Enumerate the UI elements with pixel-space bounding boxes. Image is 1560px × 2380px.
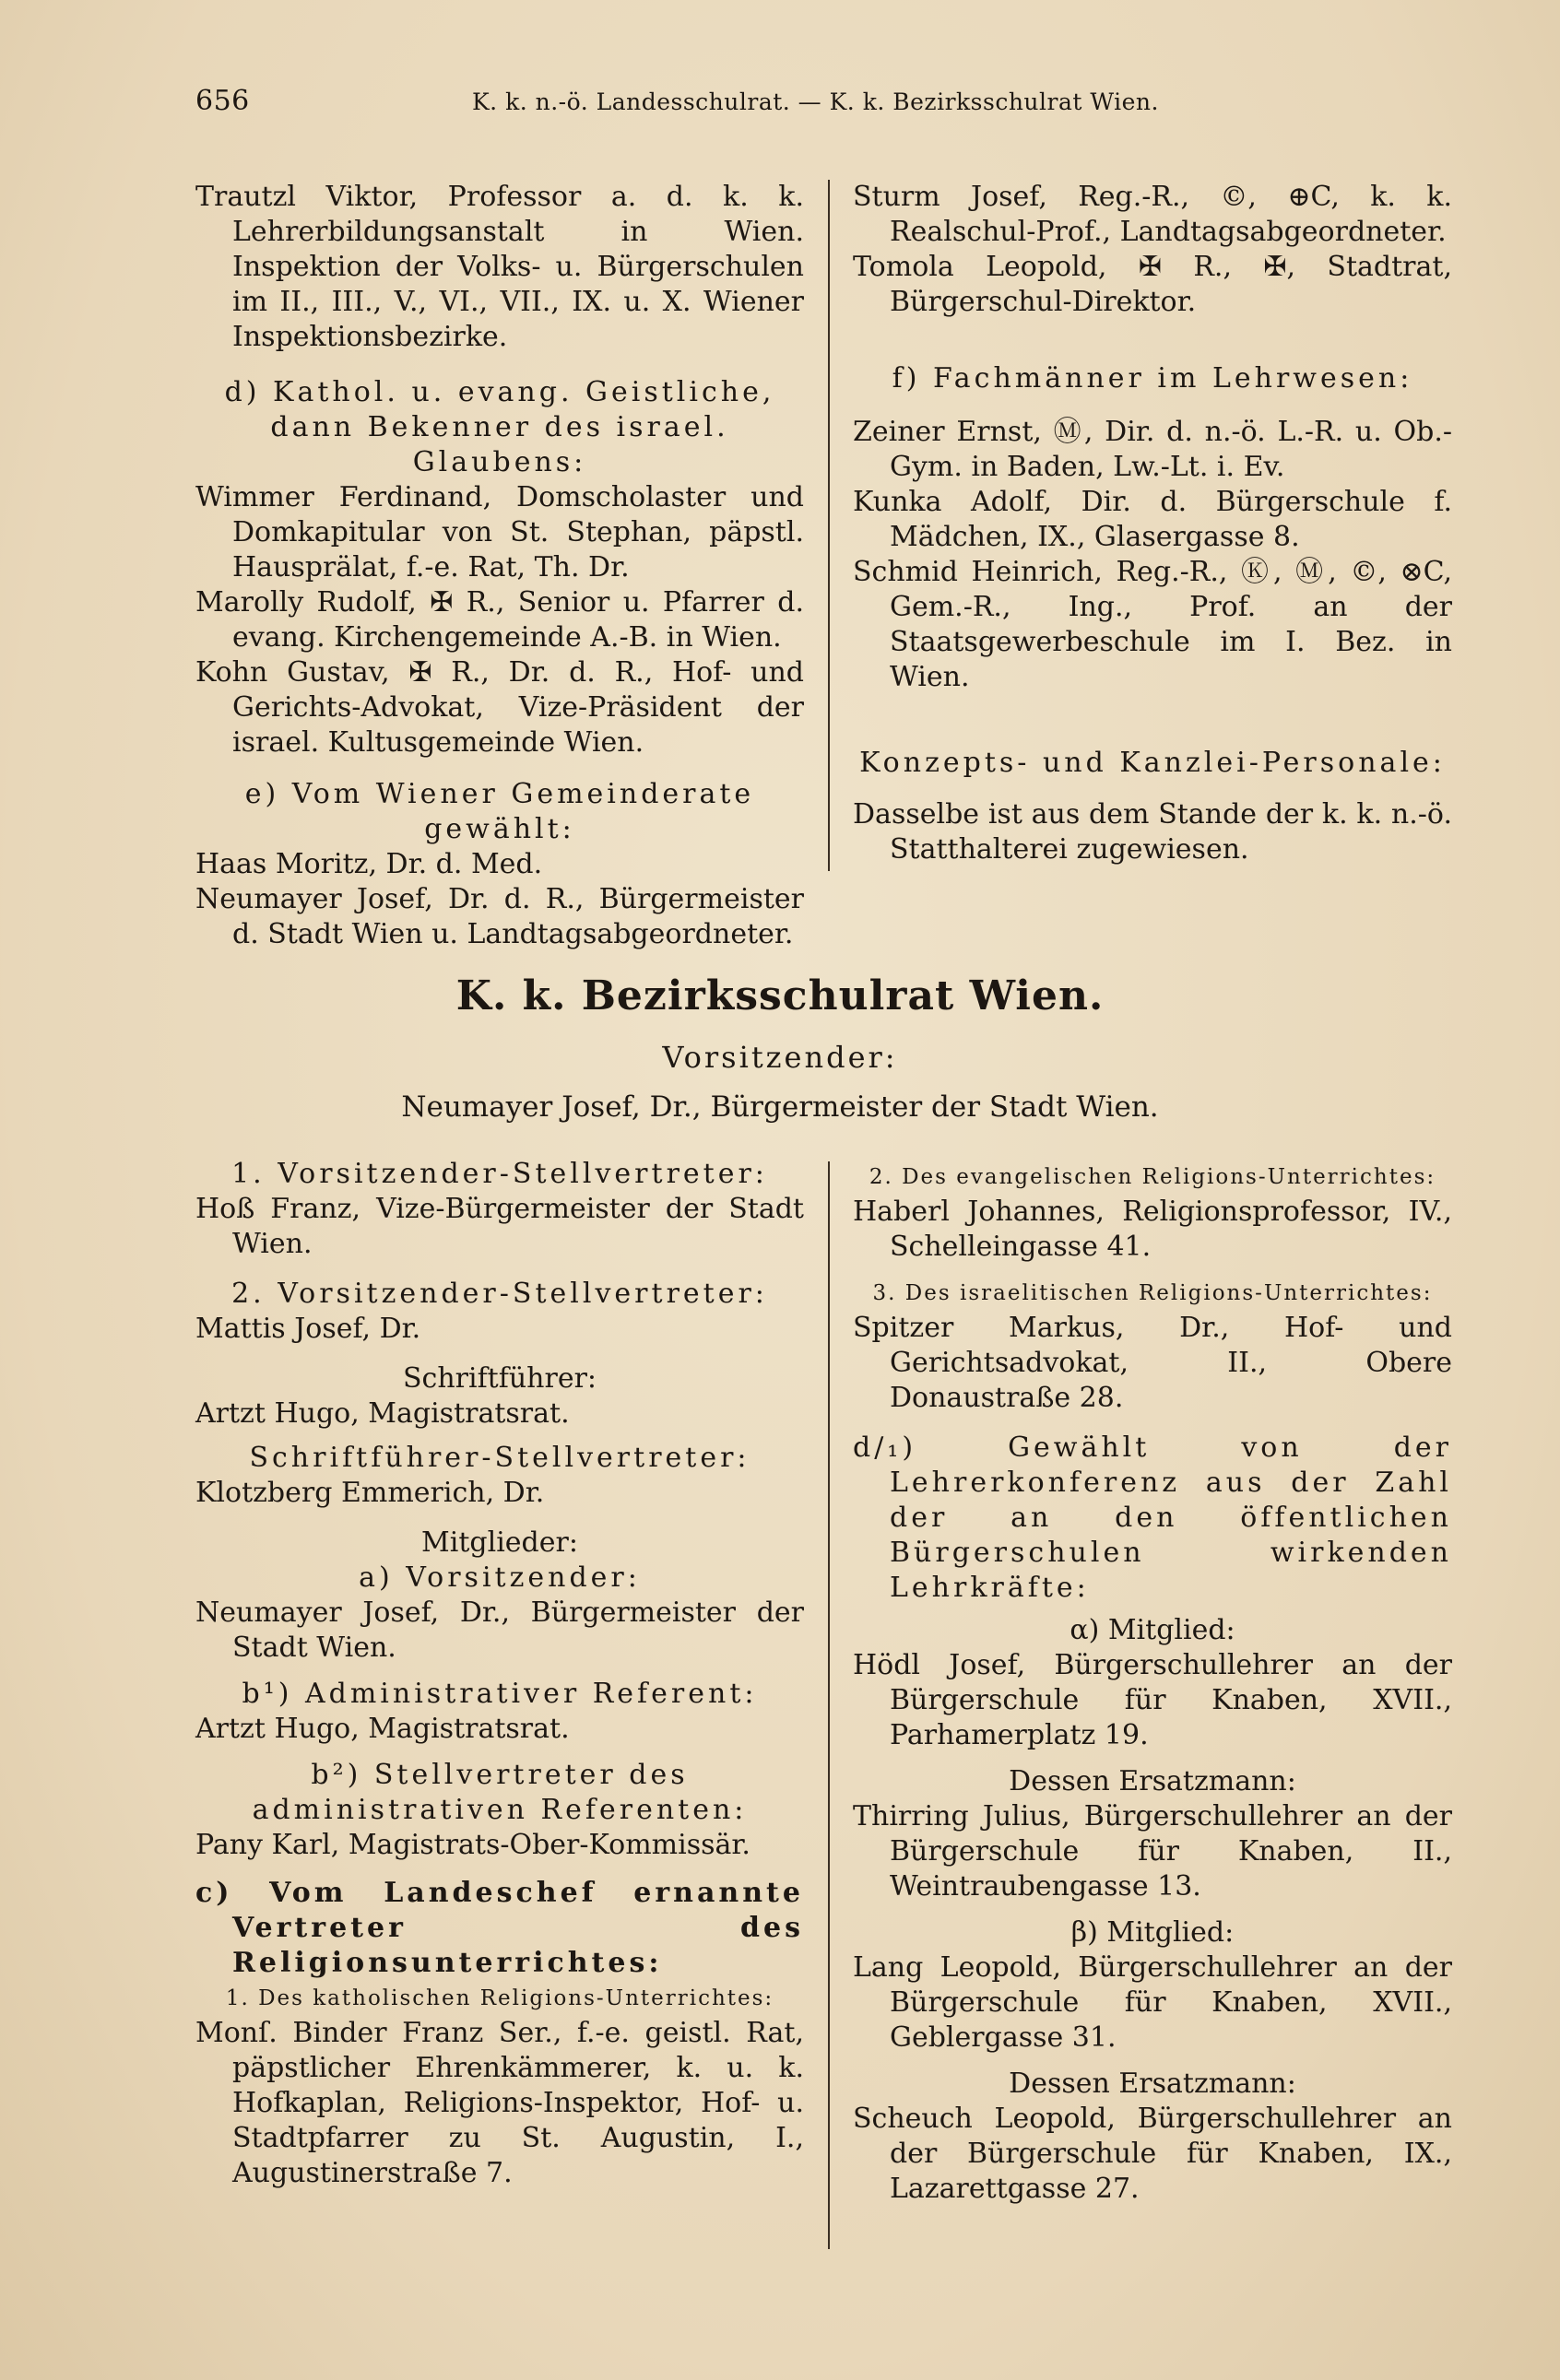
section-title: K. k. Bezirksschulrat Wien.: [455, 972, 1105, 1019]
heading-gemeinderat: e) Vom Wiener Gemeinderate gewählt:: [244, 778, 755, 845]
entry-neumayer: Neumayer Josef, Dr. d. R., Bürgermeister d. Stadt Wien u. Landtagsabgeordneter.: [195, 883, 804, 950]
heading-fachmaenner: f) Fachmänner im Lehrwesen:: [892, 362, 1413, 395]
entry-scheuch: Scheuch Leopold, Bürgerschullehrer an der Bürgerschule für Knaben, IX., Lazarettgasse 27.: [853, 2103, 1452, 2205]
entry-haas: Haas Moritz, Dr. d. Med.: [195, 848, 543, 880]
heading-beta-mitglied: β) Mitglied:: [1070, 1916, 1235, 1949]
running-title: K. k. n.-ö. Landesschulrat. — K. k. Bezirksschulrat Wien.: [472, 88, 1159, 115]
heading-stellvertreter-2: 2. Vorsitzender-Stellvertreter:: [231, 1278, 768, 1310]
heading-katholisch: 1. Des katholischen Religions-Unterrichtes:: [225, 1986, 774, 2010]
entry-kunka: Kunka Adolf, Dir. d. Bürgerschule f. Mädchen, IX., Glasergasse 8.: [853, 486, 1452, 553]
entry-kohn: Kohn Gustav, ✠ R., Dr. d. R., Hof- und Gerichts-Advokat, Vize-Präsident der israel. Kultusgemeinde Wien.: [195, 656, 804, 759]
entry-zeiner: Zeiner Ernst, Ⓜ, Dir. d. n.-ö. L.-R. u. Ob.-Gym. in Baden, Lw.-Lt. i. Ev.: [853, 416, 1452, 483]
heading-alpha-mitglied: α) Mitglied:: [1070, 1614, 1235, 1646]
heading-mitglieder: Mitglieder:: [421, 1526, 578, 1559]
heading-lehrerkonferenz: d/₁) Gewählt von der Lehrerkonferenz aus der Zahl der an den öffentlichen Bürgerschulen wirkenden Lehrkräfte:: [853, 1432, 1452, 1604]
top-right-column: [853, 180, 1452, 867]
entry-marolly: Marolly Rudolf, ✠ R., Senior u. Pfarrer d. evang. Kirchengemeinde A.-B. in Wien.: [195, 586, 804, 654]
heading-b1-referent: b¹) Administrativer Referent:: [242, 1678, 758, 1710]
column-divider-top: [828, 180, 830, 871]
heading-konzepts: Konzepts- und Kanzlei-Personale:: [859, 747, 1446, 779]
entry-artzt-2: Artzt Hugo, Magistratsrat.: [195, 1713, 570, 1745]
entry-binder: Monſ. Binder Franz Ser., f.-e. geistl. Rat, päpstlicher Ehrenkämmerer, k. u. k. Hofkaplan, Religions-Inspektor, Hof- u. Stadtpfarrer zu St. Augustin, I., Augustinerstraße 7.: [195, 2017, 804, 2189]
heading-c-landeschef: c) Vom Landeschef ernannte Vertreter des Religionsunterrichtes:: [195, 1877, 804, 1979]
page-number: 656: [195, 85, 250, 117]
bottom-left-column: [195, 1157, 804, 2191]
heading-evangelisch: 2. Des evangelischen Religions-Unterrichtes:: [869, 1165, 1436, 1189]
bottom-right-column: [853, 1160, 1452, 2207]
heading-a-vorsitzender: a) Vorsitzender:: [359, 1561, 641, 1594]
heading-ersatzmann-2: Dessen Ersatzmann:: [1009, 2068, 1296, 2100]
entry-neumayer-2: Neumayer Josef, Dr., Bürgermeister der Stadt Wien.: [195, 1596, 804, 1664]
top-left-column: [195, 180, 804, 952]
heading-schriftfuehrer-stv: Schriftführer-Stellvertreter:: [249, 1442, 750, 1474]
column-divider-bottom: [828, 1161, 830, 2249]
heading-israelitisch: 3. Des israelitischen Religions-Unterrichtes:: [872, 1281, 1433, 1305]
page-header: [195, 85, 1385, 122]
entry-haberl: Haberl Johannes, Religionsprofessor, IV., Schelleingasse 41.: [853, 1196, 1452, 1263]
entry-hoedl: Hödl Josef, Bürgerschullehrer an der Bürgerschule für Knaben, XVII., Parhamerplatz 19.: [853, 1649, 1452, 1751]
entry-mattis: Mattis Josef, Dr.: [195, 1313, 421, 1345]
entry-artzt-1: Artzt Hugo, Magistratsrat.: [195, 1397, 570, 1430]
entry-klotzberg: Klotzberg Emmerich, Dr.: [195, 1477, 545, 1509]
entry-thirring: Thirring Julius, Bürgerschullehrer an der Bürgerschule für Knaben, II., Weintraubengasse 13.: [853, 1800, 1452, 1903]
heading-geistliche: d) Kathol. u. evang. Geistliche, dann Bekenner des israel. Glaubens:: [224, 376, 775, 478]
heading-b2-stellvertreter: b²) Stellvertreter des administrativen Referenten:: [252, 1759, 748, 1826]
heading-ersatzmann-1: Dessen Ersatzmann:: [1009, 1765, 1296, 1797]
vorsitzender-name: Neumayer Josef, Dr., Bürgermeister der Stadt Wien.: [401, 1090, 1159, 1124]
vorsitzender-heading: Vorsitzender:: [662, 1040, 898, 1075]
entry-hoss: Hoß Franz, Vize-Bürgermeister der Stadt Wien.: [195, 1193, 804, 1260]
entry-schmid: Schmid Heinrich, Reg.-R., Ⓚ, Ⓜ, ©, ⊗C, Gem.-R., Ing., Prof. an der Staatsgewerbeschule im I. Bez. in Wien.: [853, 556, 1452, 693]
entry-wimmer: Wimmer Ferdinand, Domscholaster und Domkapitular von St. Stephan, päpstl. Hausprälat, f.-e. Rat, Th. Dr.: [195, 481, 804, 583]
entry-tomola: Tomola Leopold, ✠ R., ✠, Stadtrat, Bürgerschul-Direktor.: [853, 251, 1452, 318]
entry-pany: Pany Karl, Magistrats-Ober-Kommissär.: [195, 1829, 750, 1861]
entry-spitzer: Spitzer Markus, Dr., Hof- und Gerichtsadvokat, II., Obere Donaustraße 28.: [853, 1312, 1452, 1414]
entry-trautzl: Trautzl Viktor, Professor a. d. k. k. Lehrerbildungsanstalt in Wien. Inspektion der Volks- u. Bürgerschulen im II., III., V., VI., VII., IX. u. X. Wiener Inspektionsbezirke.: [195, 181, 804, 353]
entry-lang: Lang Leopold, Bürgerschullehrer an der Bürgerschule für Knaben, XVII., Geblergasse 31.: [853, 1951, 1452, 2054]
entry-dasselbe: Dasselbe ist aus dem Stande der k. k. n.-ö. Statthalterei zugewiesen.: [853, 798, 1452, 866]
entry-sturm: Sturm Josef, Reg.-R., ©, ⊕C, k. k. Realschul-Prof., Landtagsabgeordneter.: [853, 181, 1452, 248]
heading-schriftfuehrer: Schriftführer:: [402, 1362, 597, 1395]
heading-stellvertreter-1: 1. Vorsitzender-Stellvertreter:: [231, 1158, 768, 1190]
